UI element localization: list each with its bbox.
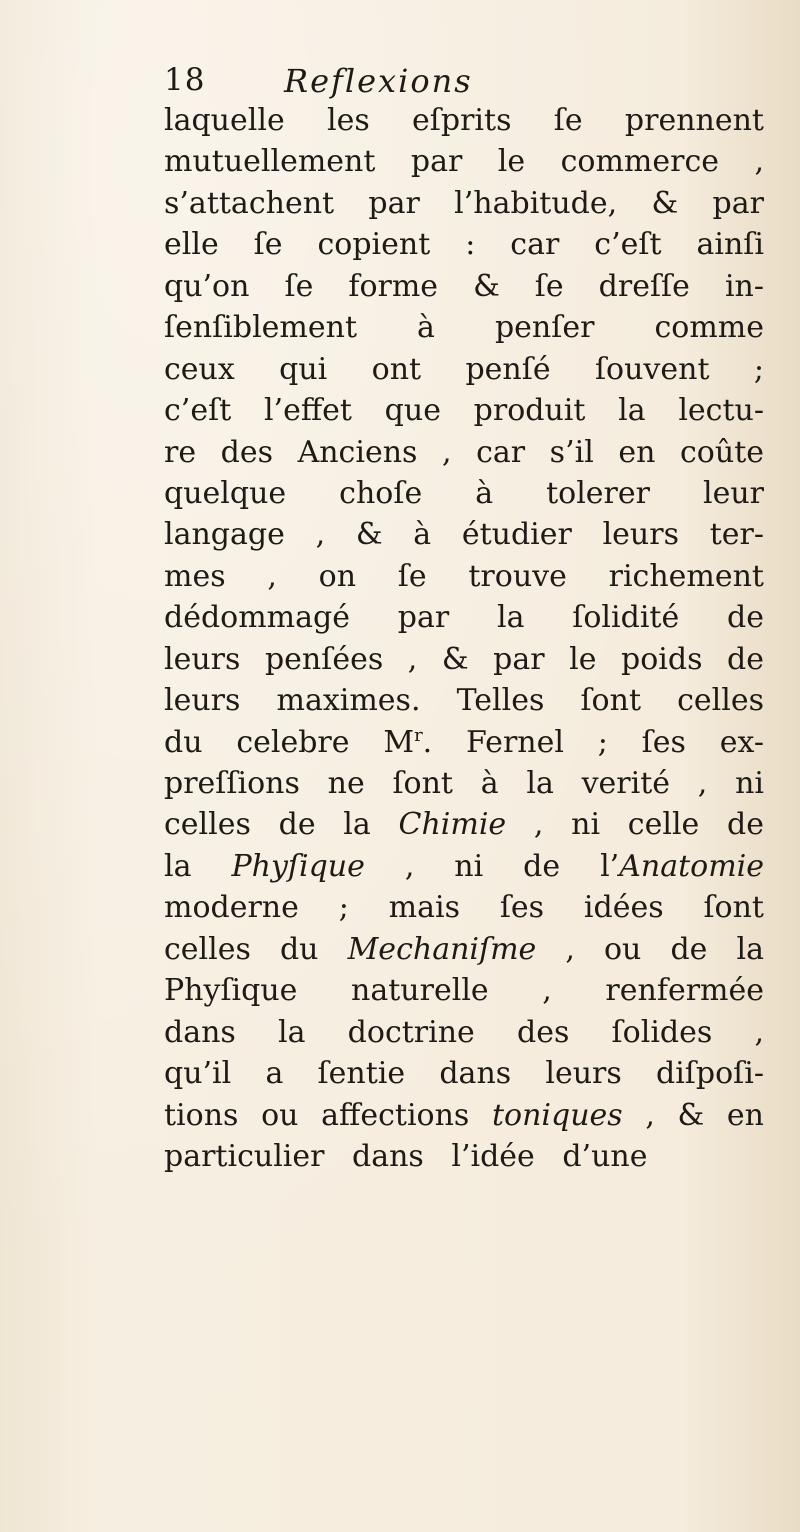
text-fragment: du celebre M [164,724,415,760]
text-fragment: celles de la [164,807,399,843]
text-line: qu’on ſe forme & ſe dreſſe in- [164,268,764,304]
text-line: particulier dans l’idée d’une [164,1138,648,1174]
text-line: ceux qui ont penſé ſouvent ; [164,351,764,387]
text-line: laquelle les eſprits ſe prennent [164,103,764,138]
text-line: ſenſiblement à penſer comme [164,310,764,346]
text-fragment: la [164,848,232,884]
text-line: preſſions ne ſont à la verité , ni [164,766,764,801]
text-line: qu’il a ſentie dans leurs diſpoſi- [164,1056,764,1092]
italic-term: Mechaniſme [347,931,537,967]
text-line [164,1095,764,1136]
text-line: s’attachent par l’habitude, & par [164,185,764,221]
text-line [164,722,764,763]
text-line [164,929,764,970]
text-fragment: , & en [622,1097,764,1133]
text-line: mutuellement par le commerce , [164,144,764,180]
text-line [164,846,764,887]
text-fragment: tions ou affections [164,1097,492,1133]
text-line: moderne ; mais ſes idées ſont [164,890,764,926]
text-line: langage , & à étudier leurs ter- [164,517,764,553]
text-line: dédommagé par la ſolidité de [164,600,764,636]
running-title: Reflexions [284,62,473,100]
body-text [164,100,764,1177]
text-line [164,804,764,845]
text-fragment: , ou de la [536,931,764,967]
italic-term: Chimie [398,807,507,843]
italic-term: toniques [491,1097,623,1133]
text-line: mes , on ſe trouve richement [164,558,764,594]
text-fragment: , ni de l’ [364,848,620,884]
text-line: dans la doctrine des ſolides , [164,1014,764,1050]
text-fragment: . Fernel ; ſes ex- [422,724,764,760]
page-number: 18 [164,62,206,98]
text-line: c’eſt l’effet que produit la lectu- [164,393,764,429]
text-fragment: , ni celle de [506,807,764,843]
italic-term: Anatomie [619,848,764,884]
text-line: Phyſique naturelle , renfermée [164,973,764,1009]
superscript: r [414,724,423,746]
text-line: leurs penſées , & par le poids de [164,641,764,677]
text-fragment: celles du [164,931,348,967]
text-line: elle ſe copient : car c’eſt ainſi [164,227,764,263]
italic-term: Phyſique [231,848,365,884]
text-line: leurs maximes. Telles ſont celles [164,683,764,719]
text-line: quelque choſe à tolerer leur [164,475,764,511]
text-line: re des Anciens , car s’il en coûte [164,434,764,470]
